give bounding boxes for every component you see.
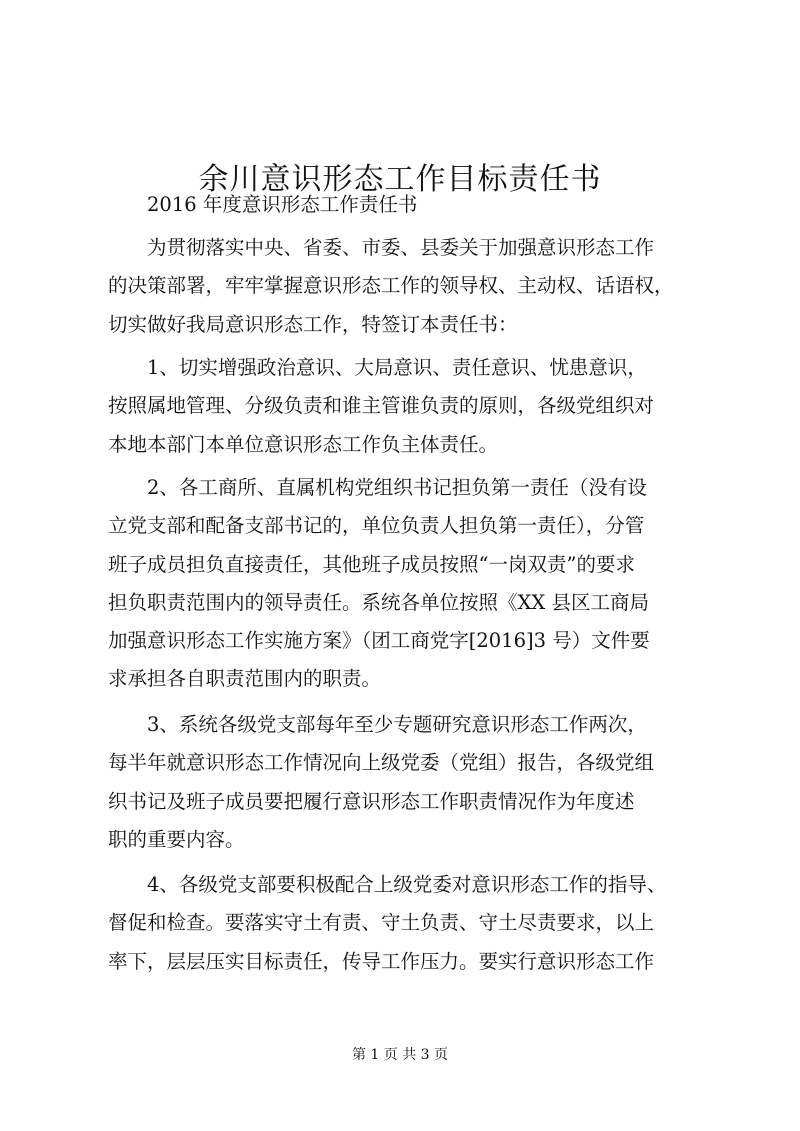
paragraph-item-1 bbox=[108, 349, 700, 464]
paragraph-line: 每半年就意识形态工作情况向上级党委（党组）报告，各级党组 bbox=[108, 751, 655, 775]
paragraph-item-3 bbox=[108, 706, 700, 859]
paragraph-line: 职的重要内容。 bbox=[108, 827, 245, 851]
page-number-footer: 第 1 页 共 3 页 bbox=[351, 1047, 449, 1063]
paragraph-line: 立党支部和配备支部书记的，单位负责人担负第一责任），分管 bbox=[108, 514, 645, 538]
paragraph-line: 率下，层层压实目标责任，传导工作压力。要实行意识形态工作 bbox=[108, 949, 655, 973]
page-title: 余川意识形态工作目标责任书 bbox=[198, 162, 602, 198]
paragraph-line: 按照属地管理、分级负责和谁主管谁负责的原则，各级党组织对 bbox=[108, 394, 655, 418]
paragraph-line: 本地本部门本单位意识形态工作负主体责任。 bbox=[108, 432, 499, 456]
paragraph-line: 2、各工商所、直属机构党组织书记担负第一责任（没有设 bbox=[147, 476, 647, 499]
paragraph-line: 班子成员担负直接责任，其他班子成员按照“一岗双责”的要求 bbox=[108, 552, 635, 576]
document-subtitle: 2016 年度意识形态工作责任书 bbox=[147, 193, 418, 216]
paragraph-line: 加强意识形态工作实施方案》（团工商党字[2016]3 号）文件要 bbox=[108, 629, 650, 653]
paragraph-intro bbox=[108, 229, 700, 344]
paragraph-line: 求承担各自职责范围内的职责。 bbox=[108, 667, 382, 691]
paragraph-item-2 bbox=[108, 469, 700, 699]
paragraph-line: 督促和检查。要落实守土有责、守土负责、守土尽责要求，以上 bbox=[108, 911, 655, 935]
paragraph-item-4 bbox=[108, 866, 700, 981]
paragraph-line: 担负职责范围内的领导责任。系统各单位按照《XX 县区工商局 bbox=[108, 590, 649, 614]
paragraph-line: 织书记及班子成员要把履行意识形态工作职责情况作为年度述 bbox=[108, 789, 635, 813]
paragraph-line: 1、切实增强政治意识、大局意识、责任意识、忧患意识， bbox=[147, 356, 647, 379]
paragraph-line: 3、系统各级党支部每年至少专题研究意识形态工作两次， bbox=[147, 713, 647, 736]
paragraph-line: 为贯彻落实中央、省委、市委、县委关于加强意识形态工作 bbox=[147, 236, 655, 259]
paragraph-line: 的决策部署，牢牢掌握意识形态工作的领导权、主动权、话语权， bbox=[108, 274, 674, 298]
paragraph-line: 切实做好我局意识形态工作，特签订本责任书： bbox=[108, 312, 518, 336]
paragraph-line: 4、各级党支部要积极配合上级党委对意识形态工作的指导、 bbox=[147, 873, 667, 896]
